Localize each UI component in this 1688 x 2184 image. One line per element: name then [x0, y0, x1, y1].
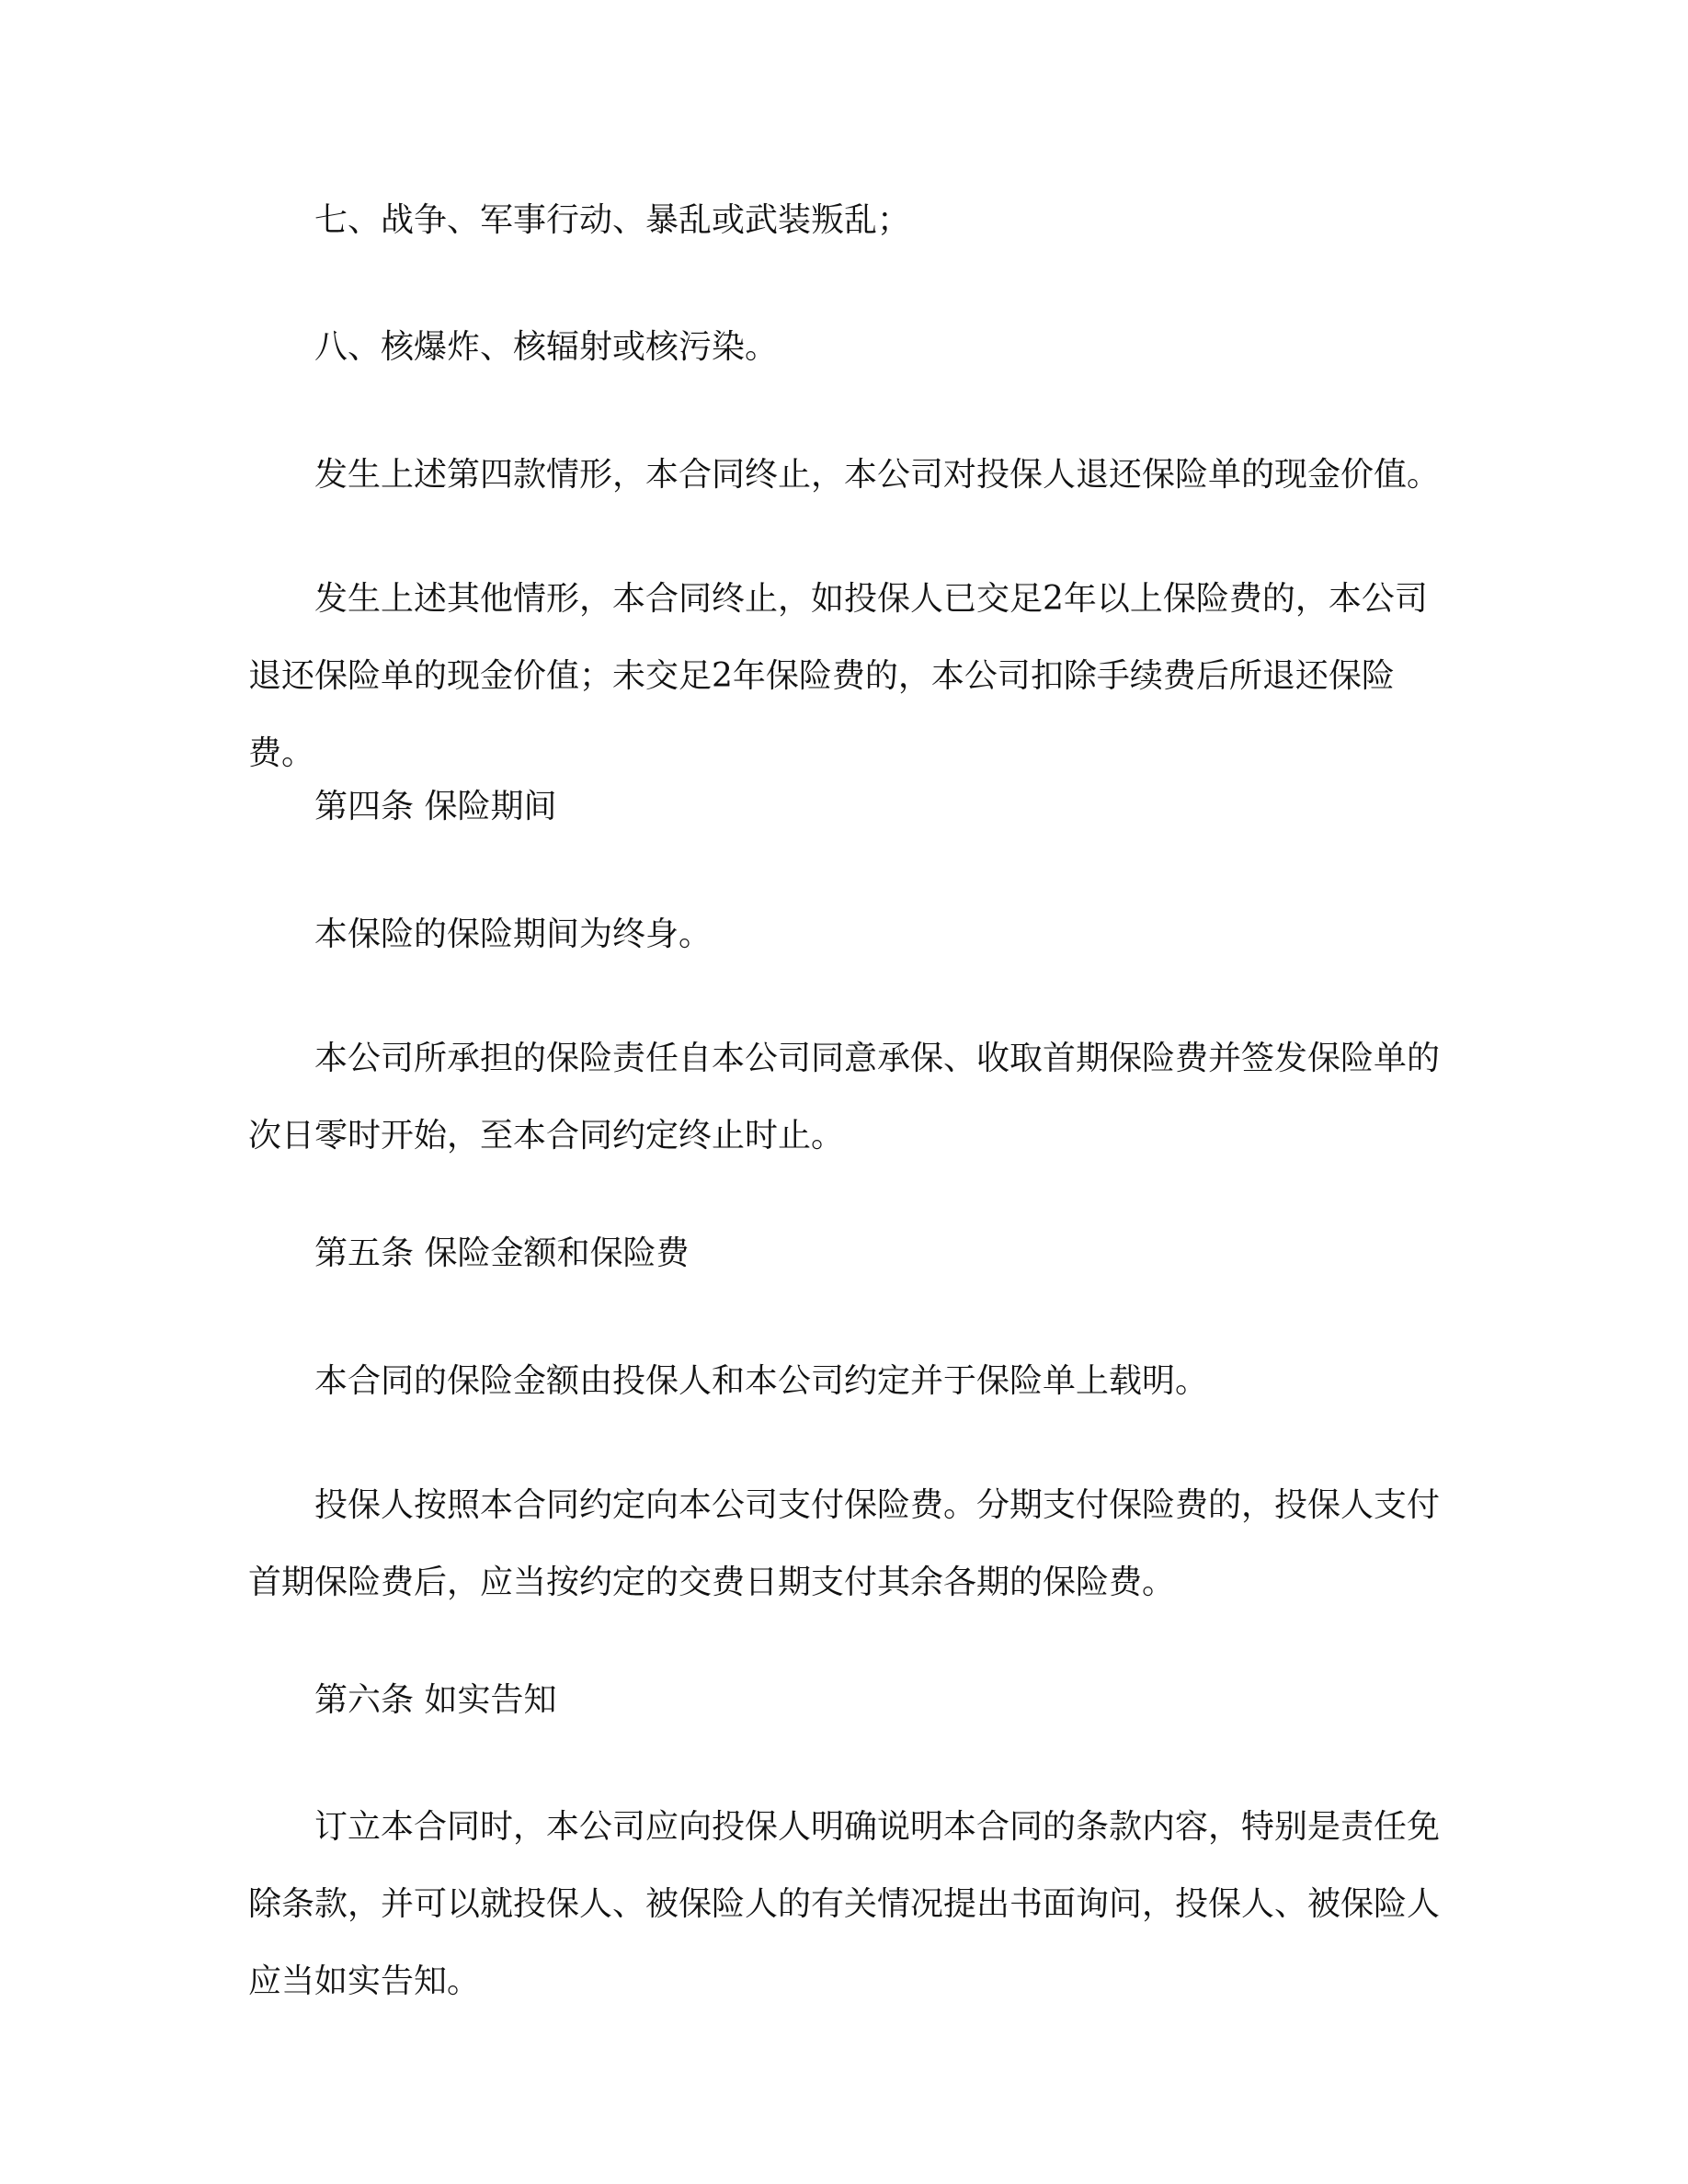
paragraph-disclosure-duty: 订立本合同时，本公司应向投保人明确说明本合同的条款内容，特别是责任免除条款，并可以就投保人、被保险人的有关情况提出书面询问，投保人、被保险人应当如实告知。 — [248, 1808, 1441, 2000]
section-heading-article-4: 第四条 保险期间 — [314, 788, 557, 825]
paragraph-termination-other-cases: 发生上述其他情形，本合同终止，如投保人已交足2年以上保险费的，本公司退还保险单的现金价值；未交足2年保险费的，本公司扣除手续费后所退还保险费。 — [248, 580, 1428, 772]
paragraph-insurance-period: 本保险的保险期间为终身。 — [314, 916, 713, 953]
paragraph-sum-insured: 本合同的保险金额由投保人和本公司约定并于保险单上载明。 — [314, 1362, 1209, 1400]
paragraph-responsibility-start: 本公司所承担的保险责任自本公司同意承保、收取首期保险费并签发保险单的次日零时开始，至本合同约定终止时止。 — [248, 1040, 1441, 1155]
paragraph-clause-7: 七、战争、军事行动、暴乱或武装叛乱； — [314, 201, 911, 239]
section-heading-article-5: 第五条 保险金额和保险费 — [314, 1234, 690, 1272]
paragraph-premium-payment: 投保人按照本合同约定向本公司支付保险费。分期支付保险费的，投保人支付首期保险费后，应当按约定的交费日期支付其余各期的保险费。 — [248, 1486, 1441, 1601]
section-heading-article-6: 第六条 如实告知 — [314, 1681, 557, 1719]
paragraph-clause-8: 八、核爆炸、核辐射或核污染。 — [314, 328, 779, 366]
paragraph-termination-case-4: 发生上述第四款情形，本合同终止，本公司对投保人退还保险单的现金价值。 — [314, 456, 1441, 494]
